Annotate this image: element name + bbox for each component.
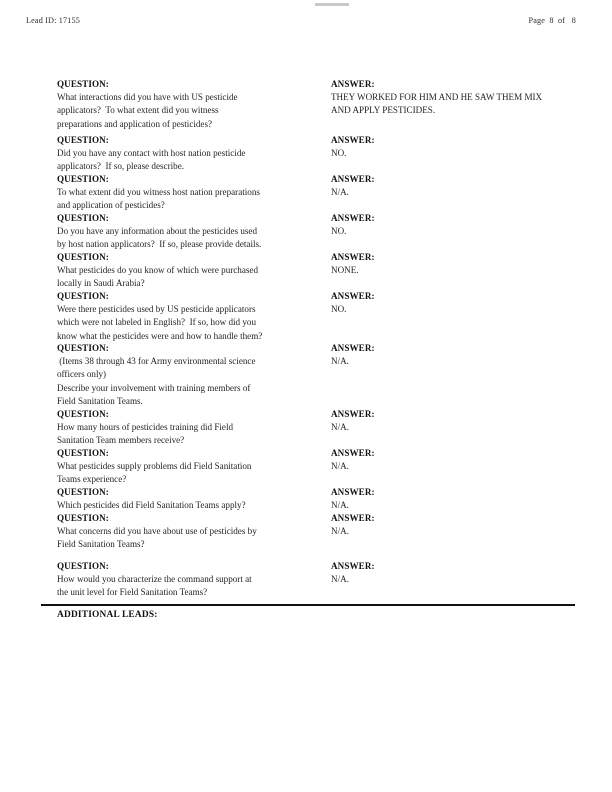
answer-label: ANSWER:: [331, 174, 375, 184]
answer-column: [331, 408, 579, 434]
answer-text-line: NO.: [331, 226, 347, 237]
answer-text-line: N/A.: [331, 187, 349, 198]
answer-text: [331, 186, 579, 199]
question-text: [57, 421, 305, 447]
question-text-line: know what the pesticides were and how to handle them?: [57, 330, 263, 341]
question-column: [57, 560, 305, 600]
scan-artifact-mark: [315, 3, 349, 6]
question-text-line: Were there pesticides used by US pesticide applicators: [57, 304, 256, 315]
question-text-line: What pesticides supply problems did Field Sanitation: [57, 461, 252, 472]
question-column: [57, 342, 305, 408]
question-text: [57, 186, 305, 212]
question-text-line: applicators? If so, please describe.: [57, 161, 185, 172]
answer-column: [331, 134, 579, 160]
question-text-line: Which pesticides did Field Sanitation Teams apply?: [57, 500, 246, 511]
answer-text-line: THEY WORKED FOR HIM AND HE SAW THEM MIX: [331, 92, 543, 103]
answer-text: [331, 355, 579, 368]
question-text-line: the unit level for Field Sanitation Teams?: [57, 587, 208, 598]
answer-column: [331, 251, 579, 277]
answer-text-line: N/A.: [331, 526, 349, 537]
question-text-line: Teams experience?: [57, 474, 127, 485]
question-text-line: What interactions did you have with US pesticide: [57, 92, 238, 103]
answer-label: ANSWER:: [331, 513, 375, 523]
question-text-line: applicators? To what extent did you witness: [57, 105, 219, 116]
answer-text: [331, 573, 579, 586]
question-text-line: How many hours of pesticides training did Field: [57, 422, 234, 433]
answer-label: ANSWER:: [331, 291, 375, 301]
question-text: [57, 499, 305, 512]
question-text: [57, 91, 305, 131]
answer-text: [331, 525, 579, 538]
question-label: QUESTION:: [57, 213, 109, 223]
answer-text: [331, 421, 579, 434]
question-text: [57, 355, 305, 408]
answer-text: [331, 460, 579, 473]
question-column: [57, 173, 305, 213]
additional-leads-blank-area: [41, 628, 575, 778]
answer-column: [331, 486, 579, 512]
question-label: QUESTION:: [57, 561, 109, 571]
question-text-line: and application of pesticides?: [57, 200, 165, 211]
answer-text: [331, 147, 579, 160]
question-text-line: Field Sanitation Teams?: [57, 539, 145, 550]
answer-label: ANSWER:: [331, 213, 375, 223]
answer-column: [331, 212, 579, 238]
question-text-line: (Items 38 through 43 for Army environmental science: [57, 356, 256, 367]
page-number-text: Page 8 of 8: [528, 16, 576, 25]
question-text: [57, 225, 305, 251]
answer-text-line: N/A.: [331, 461, 349, 472]
question-label: QUESTION:: [57, 448, 109, 458]
question-text-line: Did you have any contact with host nation pesticide: [57, 148, 246, 159]
question-text-line: which were not labeled in English? If so, how did you: [57, 317, 257, 328]
question-column: [57, 78, 305, 131]
question-column: [57, 408, 305, 448]
question-text: [57, 303, 305, 343]
answer-column: [331, 560, 579, 586]
question-column: [57, 134, 305, 174]
answer-text-line: AND APPLY PESTICIDES.: [331, 105, 436, 116]
answer-text-line: N/A.: [331, 574, 349, 585]
question-text-line: preparations and application of pesticides?: [57, 118, 213, 129]
question-text-line: To what extent did you witness host nation preparations: [57, 187, 260, 198]
lead-id-text: Lead ID: 17155: [26, 16, 80, 25]
question-text-line: Field Sanitation Teams.: [57, 395, 143, 406]
question-label: QUESTION:: [57, 343, 109, 353]
question-label: QUESTION:: [57, 79, 109, 89]
answer-label: ANSWER:: [331, 487, 375, 497]
question-text-line: Describe your involvement with training members of: [57, 382, 251, 393]
question-column: [57, 512, 305, 552]
question-text-line: What concerns did you have about use of pesticides by: [57, 526, 257, 537]
footer-divider-rule: [41, 604, 575, 606]
question-text-line: locally in Saudi Arabia?: [57, 278, 145, 289]
question-label: QUESTION:: [57, 409, 109, 419]
question-text-line: What pesticides do you know of which were purchased: [57, 265, 259, 276]
question-label: QUESTION:: [57, 252, 109, 262]
answer-column: [331, 512, 579, 538]
question-column: [57, 251, 305, 291]
question-text-line: by host nation applicators? If so, please provide details.: [57, 239, 262, 250]
answer-text: [331, 91, 579, 117]
answer-column: [331, 447, 579, 473]
question-text-line: How would you characterize the command support at: [57, 574, 252, 585]
question-text: [57, 573, 305, 599]
answer-text: [331, 264, 579, 277]
answer-label: ANSWER:: [331, 448, 375, 458]
answer-column: [331, 78, 579, 118]
answer-label: ANSWER:: [331, 343, 375, 353]
question-column: [57, 212, 305, 252]
answer-text-line: NO.: [331, 304, 347, 315]
question-text: [57, 264, 305, 290]
question-column: [57, 447, 305, 487]
answer-column: [331, 173, 579, 199]
additional-leads-heading: ADDITIONAL LEADS:: [57, 610, 158, 620]
question-label: QUESTION:: [57, 487, 109, 497]
answer-text-line: N/A.: [331, 422, 349, 433]
answer-text: [331, 499, 579, 512]
answer-column: [331, 290, 579, 316]
question-text: [57, 460, 305, 486]
question-text: [57, 147, 305, 173]
answer-label: ANSWER:: [331, 561, 375, 571]
question-label: QUESTION:: [57, 174, 109, 184]
answer-text-line: N/A.: [331, 356, 349, 367]
answer-text: [331, 225, 579, 238]
answer-label: ANSWER:: [331, 409, 375, 419]
answer-text-line: N/A.: [331, 500, 349, 511]
question-text-line: officers only): [57, 369, 107, 380]
answer-column: [331, 342, 579, 368]
answer-text-line: NONE.: [331, 265, 359, 276]
answer-text: [331, 303, 579, 316]
question-column: [57, 290, 305, 343]
answer-text-line: NO.: [331, 148, 347, 159]
page-header: [26, 16, 586, 25]
question-label: QUESTION:: [57, 291, 109, 301]
question-label: QUESTION:: [57, 135, 109, 145]
question-column: [57, 486, 305, 512]
question-text: [57, 525, 305, 551]
answer-label: ANSWER:: [331, 79, 375, 89]
question-text-line: Sanitation Team members receive?: [57, 435, 185, 446]
question-label: QUESTION:: [57, 513, 109, 523]
answer-label: ANSWER:: [331, 252, 375, 262]
question-text-line: Do you have any information about the pesticides used: [57, 226, 258, 237]
answer-label: ANSWER:: [331, 135, 375, 145]
